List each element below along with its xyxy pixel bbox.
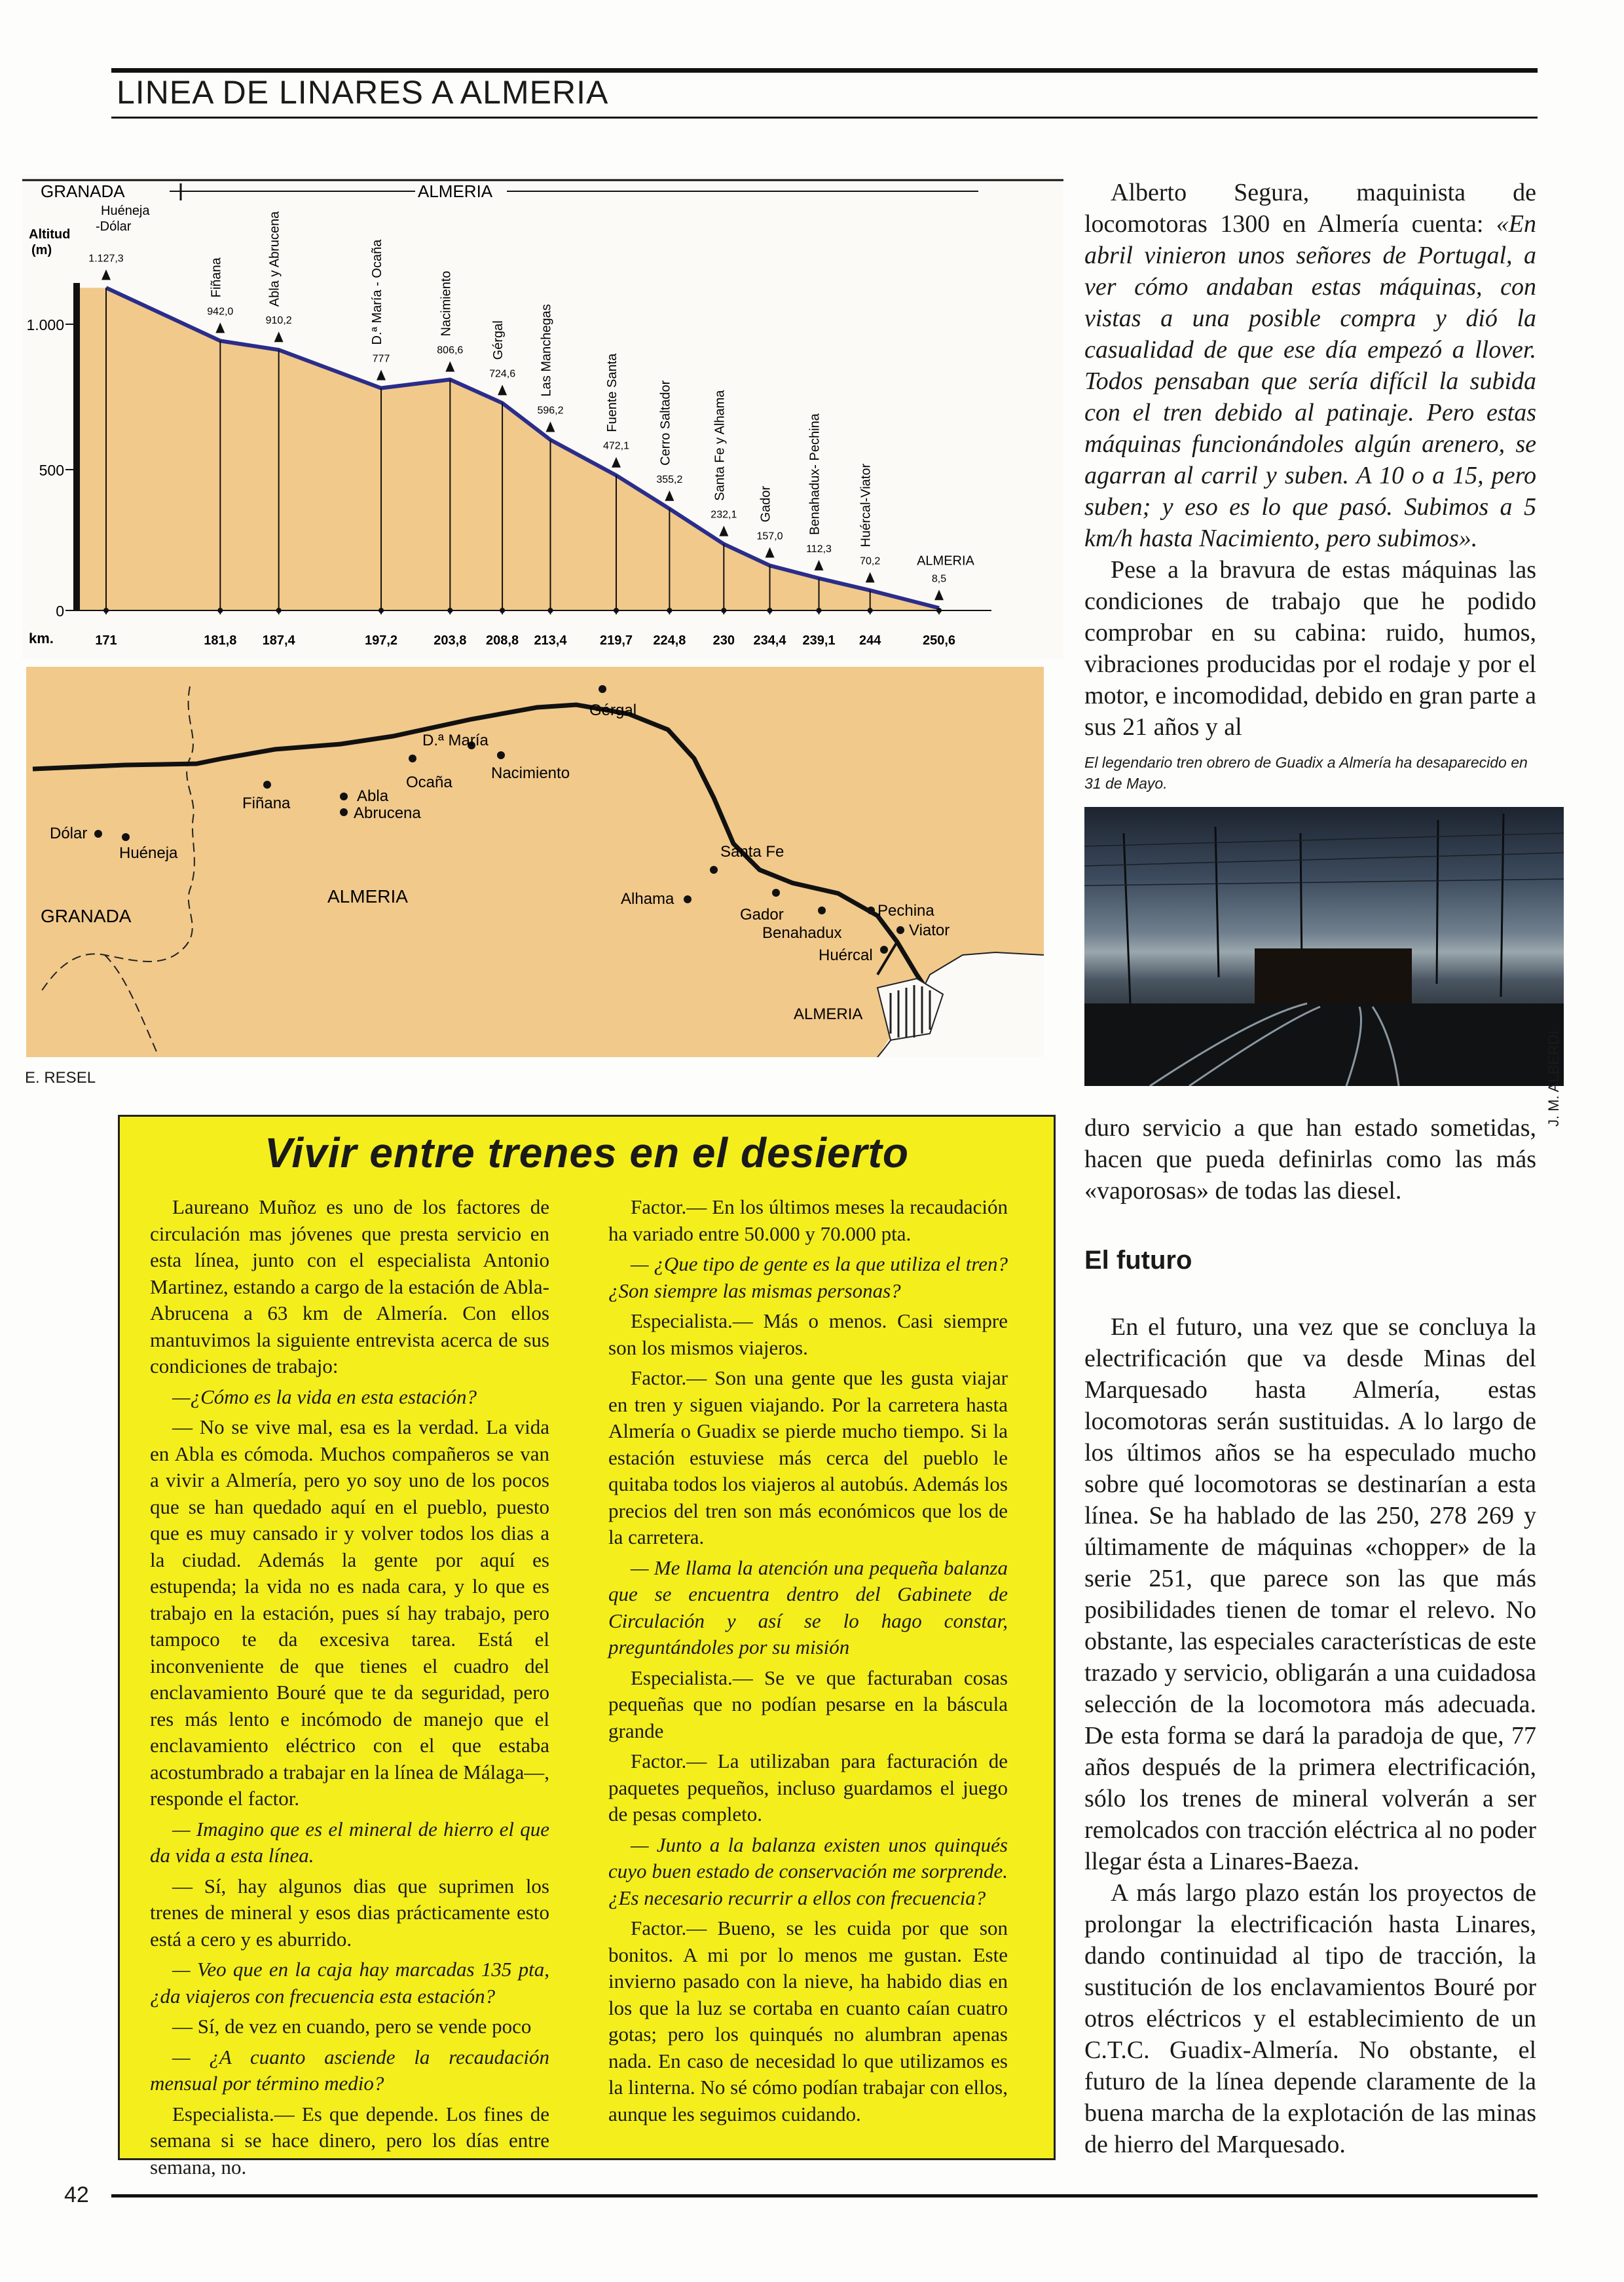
map-granada-province: GRANADA: [41, 906, 132, 926]
map-credit: E. RESEL: [25, 1069, 96, 1087]
right-column-top: [1084, 177, 1536, 743]
map-finana: Fiñana: [242, 795, 291, 812]
map-gergal: Gérgal: [589, 701, 637, 719]
interview-paragraph: — Sí, hay algunos dias que suprimen los trenes de mineral y esos dias prácticamente esto está a cero y es aburrido.: [150, 1874, 549, 1951]
map-santafe: Santa Fe: [720, 843, 784, 861]
station-name: D.ª María - Ocaña: [370, 239, 385, 345]
station-km: 239,1: [802, 633, 836, 648]
map-dolar: Dólar: [50, 825, 88, 842]
paragraph-bravura: Pese a la bravura de estas máquinas las condiciones de trabajo que he podido comprobar en su cabina: ruido, humos, vibraciones producidas por el rodaje y por el motor, e incomodidad, debido en gran parte a sus 21 años y al: [1084, 556, 1536, 741]
station-name: Gador: [758, 485, 773, 523]
station-km: 230: [712, 633, 735, 648]
station-km: 203,8: [434, 633, 467, 648]
station-altitude: 70,2: [860, 555, 881, 567]
header-underline: [111, 117, 1538, 119]
interview-question: — Me llama la atención una pequeña balanza que se encuentra dentro del Gabinete de Circulación y así se lo hago constar, preguntándoles por su misión: [608, 1556, 1008, 1658]
map-almeria-province: ALMERIA: [327, 886, 408, 907]
ytick-0: 0: [56, 603, 64, 620]
interview-paragraph: Factor.— La utilizaban para facturación de paquetes pequeños, incluso guardamos el juego de pesas completo.: [608, 1749, 1008, 1825]
page-title: LINEA DE LINARES A ALMERIA: [117, 74, 609, 111]
interview-question: — Junto a la balanza existen unos quinqués cuyo buen estado de conservación me sorprende. ¿Es necesario recurrir a ellos con frecuencia?: [608, 1833, 1008, 1909]
station-km: 197,2: [364, 633, 398, 648]
station-altitude: 910,2: [265, 315, 292, 327]
station-name: Santa Fe y Alhama: [712, 390, 728, 501]
train-photo: [1084, 807, 1564, 1086]
station-altitude: 157,0: [756, 531, 783, 542]
station-name: Benahadux- Pechina: [807, 413, 822, 535]
page-number: 42: [64, 2182, 89, 2207]
station-name: Abla y Abrucena: [267, 211, 282, 307]
photo-caption: El legendario tren obrero de Guadix a Almería ha desaparecido en 31 de Mayo.: [1084, 754, 1528, 792]
interview-paragraph: Especialista.— Es que depende. Los fines de semana si se hace dinero, pero los días entre semana, no.: [150, 2102, 549, 2179]
station-km: 224,8: [653, 633, 686, 648]
interview-left-column: [150, 1194, 549, 2184]
interview-paragraph: Factor.— Son una gente que les gusta viajar en tren y siguen viajando. Por la carretera hasta Almería o Guadix se pierde mucho tiempo. Si la estación estuviese más cerca del pueblo le quitaba todos los viajeros al autobús. Además los precios del tren son más económicos que los de la carretera.: [608, 1366, 1008, 1548]
interview-paragraph: — Sí, de vez en cuando, pero se vende poco: [172, 2015, 532, 2038]
paragraph-segura: Alberto Segura, maquinista de locomotoras 1300 en Almería cuenta: «En abril vinieron unos señores de Portugal, a ver cómo andaban estas máquinas, con vistas a una posible compra y dió la casualidad de que ese día empezó a llover. Todos pensaban que sería difícil la subida con el tren debido al patinaje. Pero estas máquinas funcionándoles algún arenero, se agarran al carril y suben. A 10 o a 15, pero suben; y eso es lo que pasó. Subimos a 5 km/h hasta Nacimiento, pero subimos».: [1084, 179, 1536, 552]
station-name: Fuente Santa: [604, 353, 619, 432]
footer-rule: [111, 2194, 1538, 2198]
map-nacimiento: Nacimiento: [491, 764, 570, 782]
right-column-futuro: [1084, 1311, 1536, 2160]
station-name: Las Manchegas: [539, 304, 554, 397]
map-abrucena: Abrucena: [354, 804, 421, 822]
map-benahadux: Benahadux: [762, 924, 842, 942]
ytick-500: 500: [39, 462, 64, 479]
station-altitude: 942,0: [207, 306, 234, 318]
interview-paragraph: Factor.— En los últimos meses la recaudación ha variado entre 50.000 y 70.000 pta.: [608, 1195, 1008, 1245]
station-km: 181,8: [204, 633, 237, 648]
station-altitude: 8,5: [931, 573, 947, 585]
interview-paragraph: Especialista.— Se ve que facturaban cosas pequeñas que no podían pesarse en la báscula grande: [608, 1666, 1008, 1742]
map-huercal: Huércal: [819, 946, 873, 964]
interview-paragraph: Laureano Muñoz es uno de los factores de circulación mas jóvenes que presta servicio en esta línea, junto con el especialista Antonio Martinez, estando a cargo de la estación de Abla-Abrucena a 63 km de Almería. Con ellos mantuvimos la siguiente entrevista acerca de sus condiciones de trabajo:: [150, 1195, 549, 1377]
right-column-bottom: [1084, 1112, 1536, 1206]
station-altitude: 1.127,3: [88, 253, 124, 265]
station-altitude: 112,3: [806, 543, 832, 555]
station-km: 187,4: [262, 633, 295, 648]
station-km: 244: [859, 633, 881, 648]
interview-question: — ¿A cuanto asciende la recaudación mensual por término medio?: [150, 2045, 549, 2095]
photo-credit: J. M. ALBERDI: [1545, 1030, 1562, 1127]
almeria-top-label: ALMERIA: [418, 181, 493, 201]
station-km: 219,7: [599, 633, 633, 648]
station-km: 208,8: [486, 633, 519, 648]
station-km: 171: [95, 633, 117, 648]
map-dmaria: D.ª María: [422, 732, 489, 749]
altitud-label: Altitud: [29, 227, 71, 242]
station-altitude: 806,6: [437, 345, 464, 356]
map-almeria-city: ALMERIA: [794, 1005, 863, 1023]
station-altitude: 596,2: [537, 405, 564, 417]
station-name: Nacimiento: [439, 271, 454, 337]
map-viator: Viator: [909, 922, 950, 939]
interview-paragraph: — No se vive mal, esa es la verdad. La vida en Abla es cómoda. Muchos compañeros se van a vivir a Almería, pero yo soy uno de los pocos que se han quedado aquí en el pueblo, puesto que es muy cansado ir y volver todos los dias a la ciudad. Además la gente por aquí es estupenda; la vida no es nada cara, y lo que es trabajo en la estación, pues sí hay trabajo, pero tampoco te da excesiva tarea. Está el inconveniente de que tienes el cuadro del enclavamiento Bouré que te da seguridad, pero res más lento e incómodo de manejo que el enclavamiento eléctrico con el que estaba acostumbrado a trabajar en la línea de Málaga—, responde el factor.: [150, 1415, 549, 1810]
paragraph-plazo: A más largo plazo están los proyectos de prolongar la electrificación hasta Linares, dando continuidad al tipo de tracción, la sustitución de los enclavamientos Bouré por otros eléctricos y el establecimiento de un C.T.C. Guadix-Almería. No obstante, el futuro de la línea depende claramente de la buena marcha de la explotación de las minas de hierro del Marquesado.: [1084, 1879, 1536, 2158]
station-name: Fiñana: [209, 257, 224, 298]
station-name: Cerro Saltador: [658, 380, 673, 466]
map-alhama: Alhama: [621, 890, 674, 908]
paragraph-futuro: En el futuro, una vez que se concluya la electrificación que va desde Minas del Marquesado hasta Almería, estas locomotoras serán sustituidas. A lo largo de los últimos años se ha especulado mucho sobre qué locomotoras se destinarían a esta línea. Se ha hablado de las 250, 278 269 y últimamente de máquinas «chopper» de la serie 251, que parece son las que más posibilidades tienen de tomar el relevo. No obstante, las especiales características de este trazado y servicio, obligarán a una cuidadosa selección de la locomotora más adecuada. De esta forma se dará la paradoja de que, 77 años después de la primera electrificación, sólo los trenes de mineral volverán a ser remolcados con tracción eléctrica al no poder llegar ésta a Linares-Baeza.: [1084, 1313, 1536, 1875]
station-name: ALMERIA: [917, 553, 974, 569]
map-abla: Abla: [357, 787, 389, 805]
station-km: 234,4: [753, 633, 786, 648]
interview-paragraph: Factor.— Bueno, se les cuida por que son bonitos. A mi por lo menos me gustan. Este invierno pasado con la nieve, ha habido dias en los que la luz se cortaba en cuanto caían cuatro gotas; pero los quinqués no alumbran apenas nada. En caso de necesidad lo que utilizamos es la linterna. No sé cómo podían trabajar con ellos, aunque les seguimos cuidando.: [608, 1917, 1008, 2125]
elevation-profile-chart: [22, 174, 1063, 659]
station-km: 250,6: [922, 633, 956, 648]
map-gador: Gador: [740, 906, 784, 924]
interview-question: —¿Cómo es la vida en esta estación?: [172, 1385, 477, 1408]
station-altitude: 232,1: [710, 509, 737, 521]
altitud-unit: (m): [31, 243, 52, 257]
interview-question: — Imagino que es el mineral de hierro el que da vida a esta línea.: [150, 1817, 549, 1867]
header-rule: [111, 68, 1538, 73]
map-hueneja: Huéneja: [119, 844, 178, 862]
hueneja-label: Huéneja: [101, 204, 150, 218]
interview-right-column: [608, 1194, 1008, 2131]
paragraph-duro: duro servicio a que han estado sometidas, hacen que pueda definirlas como las más «vaporosas» de todas las diesel.: [1084, 1114, 1536, 1205]
altitude-axis: [73, 283, 80, 610]
station-name: Huércal-Viator: [858, 463, 874, 548]
interview-paragraph: Especialista.— Más o menos. Casi siempre son los mismos viajeros.: [608, 1309, 1008, 1359]
granada-label: GRANADA: [41, 181, 125, 201]
station-altitude: 724,6: [489, 368, 516, 380]
interview-box: [118, 1115, 1056, 2179]
interview-title: Vivir entre trenes en el desierto: [265, 1129, 909, 1176]
interview-question: — Veo que en la caja hay marcadas 135 pta, ¿da viajeros con frecuencia esta estación?: [150, 1958, 549, 2008]
map-pechina: Pechina: [877, 902, 934, 920]
dolar-label: -Dólar: [96, 219, 132, 234]
map-ocana: Ocaña: [406, 774, 452, 791]
route-map: [26, 667, 1044, 1057]
section-heading-futuro: El futuro: [1084, 1246, 1192, 1275]
station-altitude: 472,1: [602, 440, 630, 452]
station-name: Gérgal: [491, 320, 506, 360]
interview-question: — ¿Que tipo de gente es la que utiliza el tren?¿Son siempre las mismas personas?: [608, 1252, 1008, 1302]
station-altitude: 355,2: [656, 474, 683, 485]
station-altitude: 777: [372, 353, 390, 365]
ytick-1000: 1.000: [26, 316, 64, 333]
station-km: 213,4: [534, 633, 567, 648]
km-label: km.: [29, 630, 54, 646]
